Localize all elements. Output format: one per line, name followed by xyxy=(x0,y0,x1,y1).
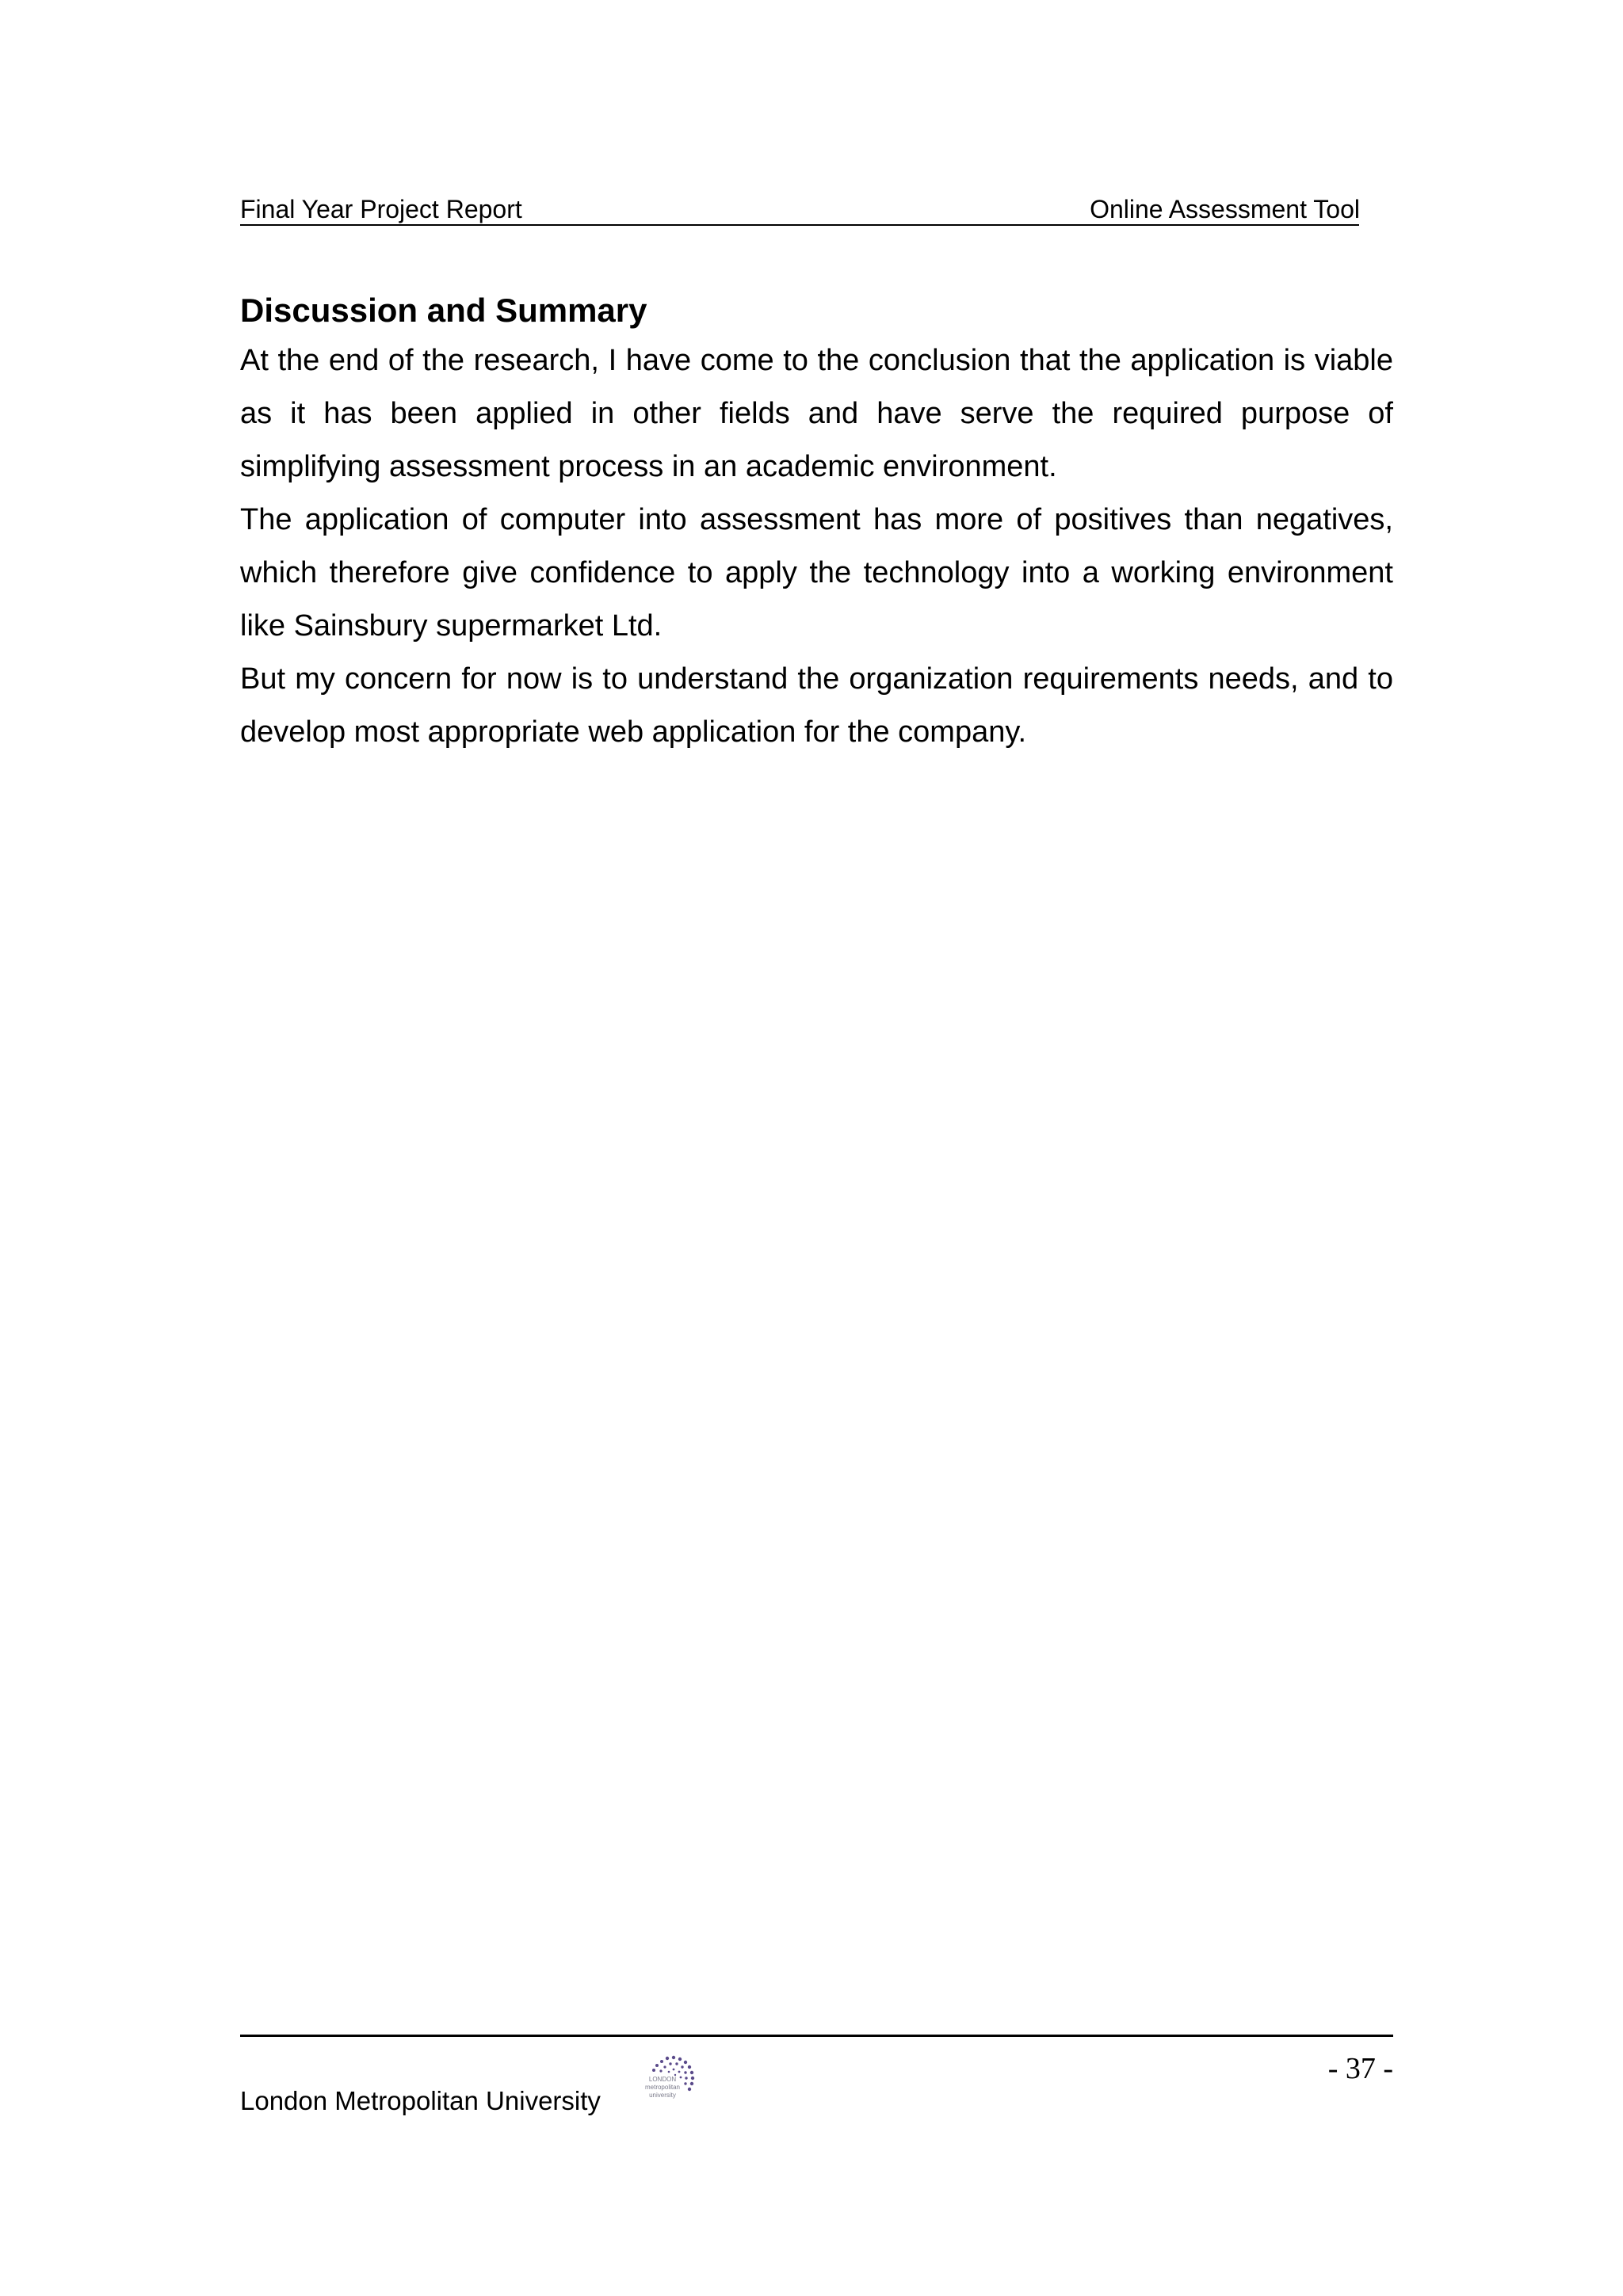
logo-text-london: LONDON xyxy=(648,2076,677,2083)
paragraph-positives: The application of computer into assessment has more of positives than negatives, which therefore give confidence to apply the technology into a working environment like Sainsbury supermarket Ltd. xyxy=(240,503,1393,643)
university-logo-icon xyxy=(618,2054,699,2106)
main-content xyxy=(240,287,1393,759)
footer-university-name: London Metropolitan University xyxy=(240,2086,601,2115)
paragraph-concern: But my concern for now is to understand the organization requirements needs, and to develop most appropriate web application for the company. xyxy=(240,662,1393,749)
header-project-title: Online Assessment Tool xyxy=(1090,195,1360,223)
section-heading: Discussion and Summary xyxy=(240,292,647,329)
header-report-title: Final Year Project Report xyxy=(240,195,522,223)
paragraph-conclusion: At the end of the research, I have come to the conclusion that the application is viable as it has been applied in other fields and have serve the required purpose of simplifying assessment process in an academic environment. xyxy=(240,344,1393,483)
university-logo xyxy=(618,2054,699,2106)
page-number: - 37 - xyxy=(1327,2052,1393,2085)
logo-text-university: university xyxy=(649,2092,676,2099)
running-header xyxy=(240,194,1359,226)
footer-divider xyxy=(240,2035,1393,2037)
logo-text-metropolitan: metropolitan xyxy=(644,2084,681,2091)
